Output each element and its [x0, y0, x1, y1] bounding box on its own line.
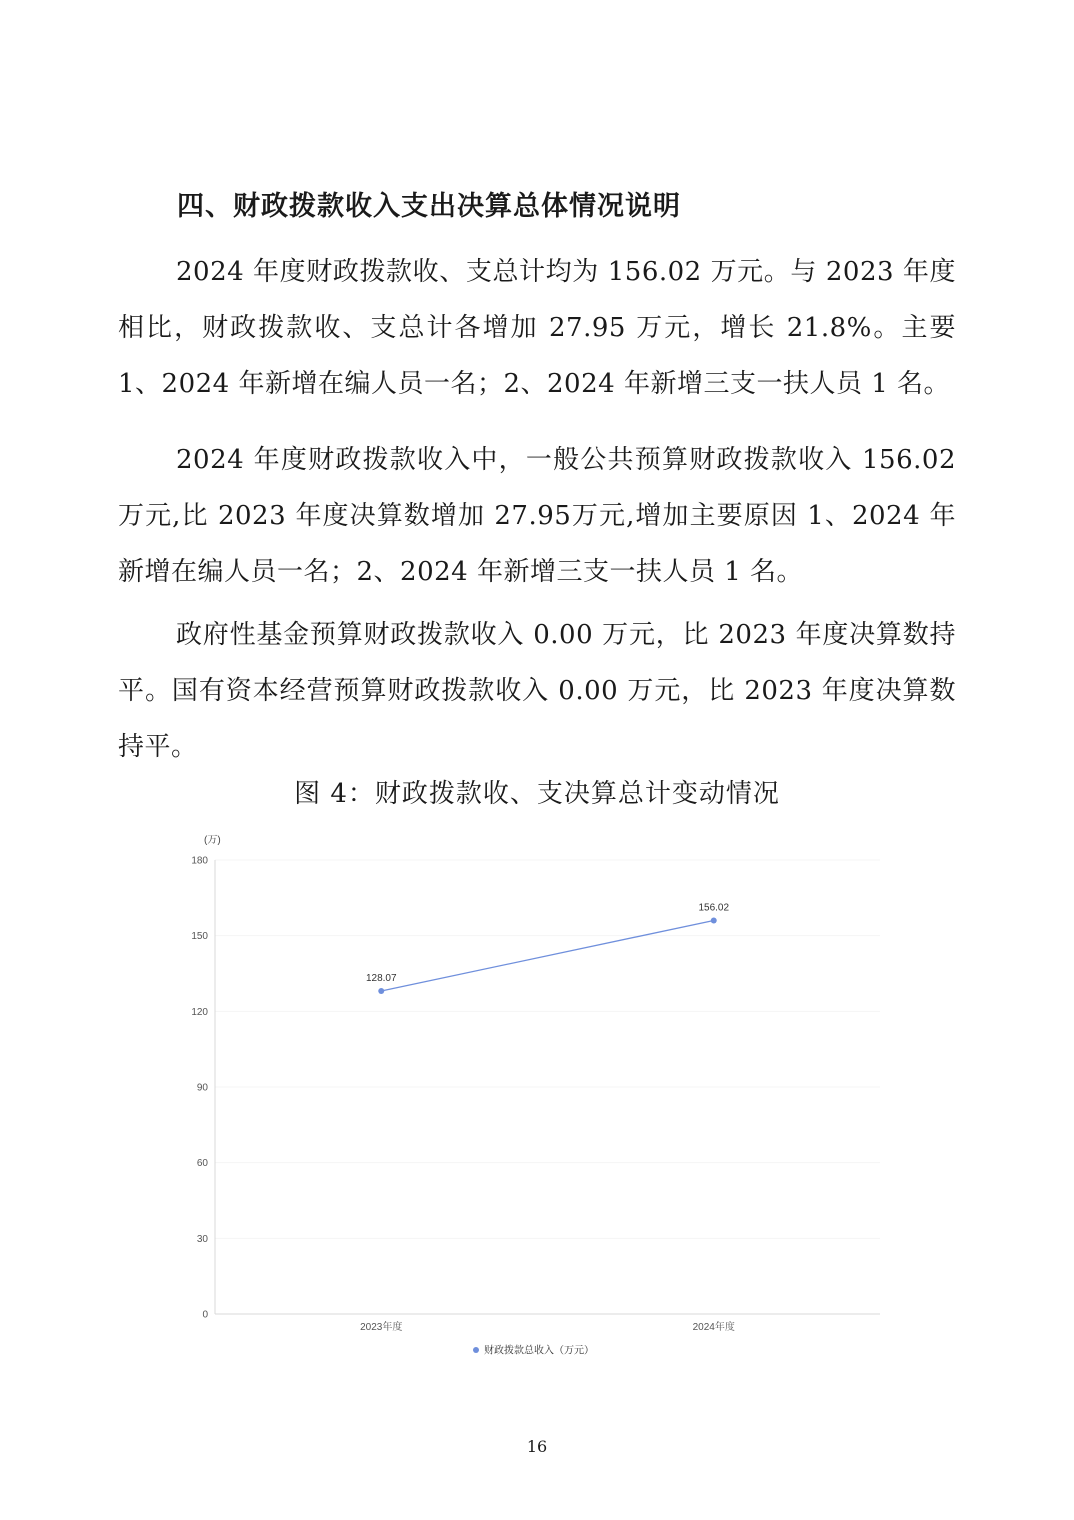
y-axis-ticks — [191, 856, 208, 1321]
data-label: 128.07 — [365, 972, 397, 984]
paragraph-general-budget: 2024 年度财政拨款收入中，一般公共预算财政拨款收入 156.02万元,比 2023 年度决算数增加 27.95万元,增加主要原因 1、2024 年新增在编人员一名；2、2024 年新增三支一扶人员 1 名。 — [118, 445, 956, 587]
y-tick-label: 30 — [196, 1233, 208, 1245]
legend-label: 财政拨款总收入（万元） — [484, 1345, 594, 1357]
y-tick-label: 90 — [196, 1082, 208, 1094]
data-point — [711, 917, 717, 923]
section-heading: 四、财政拨款收入支出决算总体情况说明 — [177, 191, 681, 222]
x-tick-label: 2023年度 — [360, 1322, 403, 1333]
line-chart — [160, 825, 900, 1370]
y-tick-label: 150 — [191, 931, 208, 943]
data-label: 156.02 — [698, 902, 730, 914]
y-unit-label: (万) — [204, 835, 221, 846]
x-tick-label: 2024年度 — [692, 1322, 735, 1333]
data-point — [378, 988, 384, 994]
paragraph-total: 2024 年度财政拨款收、支总计均为 156.02 万元。与 2023 年度相比，财政拨款收、支总计各增加 27.95 万元，增长 21.8%。主要 1、2024 年新增在编人员一名；2、2024 年新增三支一扶人员 1 名。 — [118, 257, 956, 399]
chart-series — [366, 902, 730, 993]
chart-gridlines — [215, 860, 880, 1238]
figure-caption: 图 4：财政拨款收、支决算总计变动情况 — [294, 779, 780, 809]
series-line — [381, 920, 714, 990]
y-tick-label: 120 — [191, 1006, 208, 1018]
legend-marker — [473, 1347, 479, 1353]
y-tick-label: 180 — [191, 855, 208, 867]
page-number: 16 — [526, 1437, 548, 1456]
chart-legend — [473, 1344, 594, 1357]
y-tick-label: 0 — [202, 1309, 208, 1321]
paragraph-fund-budget: 政府性基金预算财政拨款收入 0.00 万元，比 2023 年度决算数持平。国有资本经营预算财政拨款收入 0.00 万元，比 2023 年度决算数持平。 — [118, 620, 956, 762]
y-tick-label: 60 — [196, 1158, 208, 1170]
x-axis-ticks — [360, 1320, 735, 1333]
